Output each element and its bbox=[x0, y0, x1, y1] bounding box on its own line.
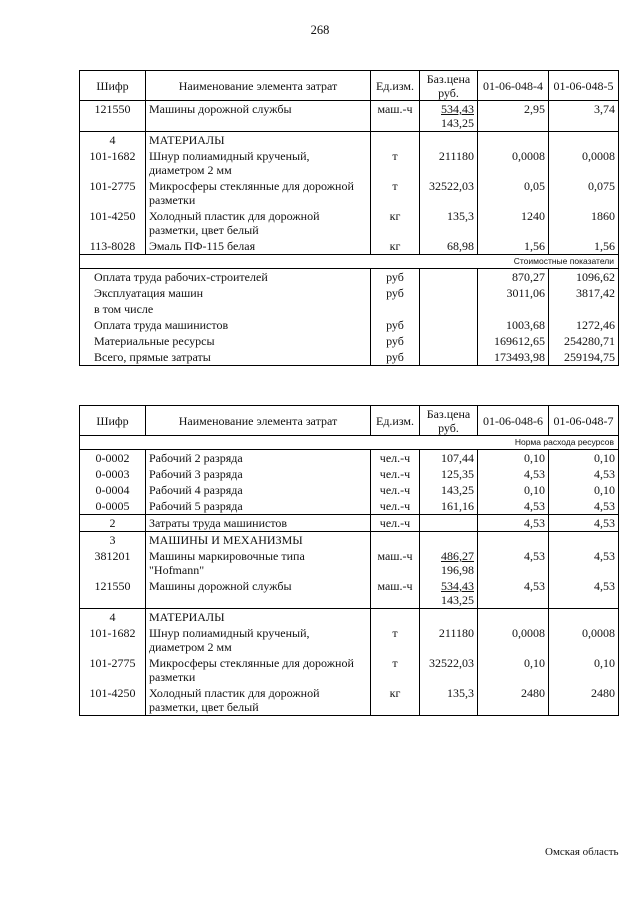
table-header bbox=[80, 406, 619, 436]
table-row: 0-0004 Рабочий 4 разряда чел.-ч 143,25 0,10 0,10 bbox=[80, 482, 619, 498]
table-row: 113-8028 Эмаль ПФ-115 белая кг 68,98 1,56 1,56 bbox=[80, 238, 619, 255]
header-price: Баз.цена руб. bbox=[420, 71, 478, 101]
header-name: Наименование элемента затрат bbox=[146, 406, 371, 436]
header-code: Шифр bbox=[80, 406, 146, 436]
header-code: Шифр bbox=[80, 71, 146, 101]
table-row: 101-2775 Микросферы стеклянные для дорожной разметки т 32522,03 0,05 0,075 bbox=[80, 178, 619, 208]
summary-row: Эксплуатация машин руб 3011,06 3817,42 bbox=[80, 285, 619, 301]
table-row: 121550 Машины дорожной службы маш.-ч 534,43 143,25 2,95 3,74 bbox=[80, 101, 619, 132]
summary-row: в том числе bbox=[80, 301, 619, 317]
table-row: 101-4250 Холодный пластик для дорожной разметки, цвет белый кг 135,3 1240 1860 bbox=[80, 208, 619, 238]
table-row: 381201 Машины маркировочные типа "Hofmann" маш.-ч 486,27 196,98 4,53 4,53 bbox=[80, 548, 619, 578]
table-row: 0-0005 Рабочий 5 разряда чел.-ч 161,16 4,53 4,53 bbox=[80, 498, 619, 515]
table-row: 0-0003 Рабочий 3 разряда чел.-ч 125,35 4,53 4,53 bbox=[80, 466, 619, 482]
header-col-a: 01-06-048-4 bbox=[478, 71, 549, 101]
header-col-a: 01-06-048-6 bbox=[478, 406, 549, 436]
header-col-b: 01-06-048-7 bbox=[549, 406, 619, 436]
note-row-resource-norm: Норма расхода ресурсов bbox=[80, 436, 619, 450]
section-row-machinist-labor: 2 Затраты труда машинистов чел.-ч 4,53 4,53 bbox=[80, 515, 619, 532]
table-row: 0-0002 Рабочий 2 разряда чел.-ч 107,44 0,10 0,10 bbox=[80, 450, 619, 467]
table-row: 101-1682 Шнур полиамидный крученый, диаметром 2 мм т 211180 0,0008 0,0008 bbox=[80, 625, 619, 655]
table-row: 101-1682 Шнур полиамидный крученый, диаметром 2 мм т 211180 0,0008 0,0008 bbox=[80, 148, 619, 178]
table-row: 121550 Машины дорожной службы маш.-ч 534,43 143,25 4,53 4,53 bbox=[80, 578, 619, 609]
section-row-machines: 3 МАШИНЫ И МЕХАНИЗМЫ bbox=[80, 532, 619, 549]
table-row: 101-2775 Микросферы стеклянные для дорожной разметки т 32522,03 0,10 0,10 bbox=[80, 655, 619, 685]
header-unit: Ед.изм. bbox=[371, 71, 420, 101]
page-number: 268 bbox=[310, 23, 330, 37]
summary-row: Оплата труда машинистов руб 1003,68 1272,46 bbox=[80, 317, 619, 333]
section-row-materials: 4 МАТЕРИАЛЫ bbox=[80, 609, 619, 626]
cost-table-1 bbox=[79, 70, 619, 366]
cost-table-2 bbox=[79, 405, 619, 716]
table-header bbox=[80, 71, 619, 101]
summary-row: Материальные ресурсы руб 169612,65 254280,71 bbox=[80, 333, 619, 349]
footer-region: Омская область bbox=[545, 846, 619, 858]
header-name: Наименование элемента затрат bbox=[146, 71, 371, 101]
header-col-b: 01-06-048-5 bbox=[549, 71, 619, 101]
summary-row: Всего, прямые затраты руб 173493,98 259194,75 bbox=[80, 349, 619, 366]
note-row-cost-indicators: Стоимостные показатели bbox=[80, 255, 619, 269]
header-unit: Ед.изм. bbox=[371, 406, 420, 436]
table-row: 101-4250 Холодный пластик для дорожной разметки, цвет белый кг 135,3 2480 2480 bbox=[80, 685, 619, 716]
header-price: Баз.цена руб. bbox=[420, 406, 478, 436]
section-row-materials: 4 МАТЕРИАЛЫ bbox=[80, 132, 619, 149]
summary-row: Оплата труда рабочих-строителей руб 870,27 1096,62 bbox=[80, 269, 619, 286]
